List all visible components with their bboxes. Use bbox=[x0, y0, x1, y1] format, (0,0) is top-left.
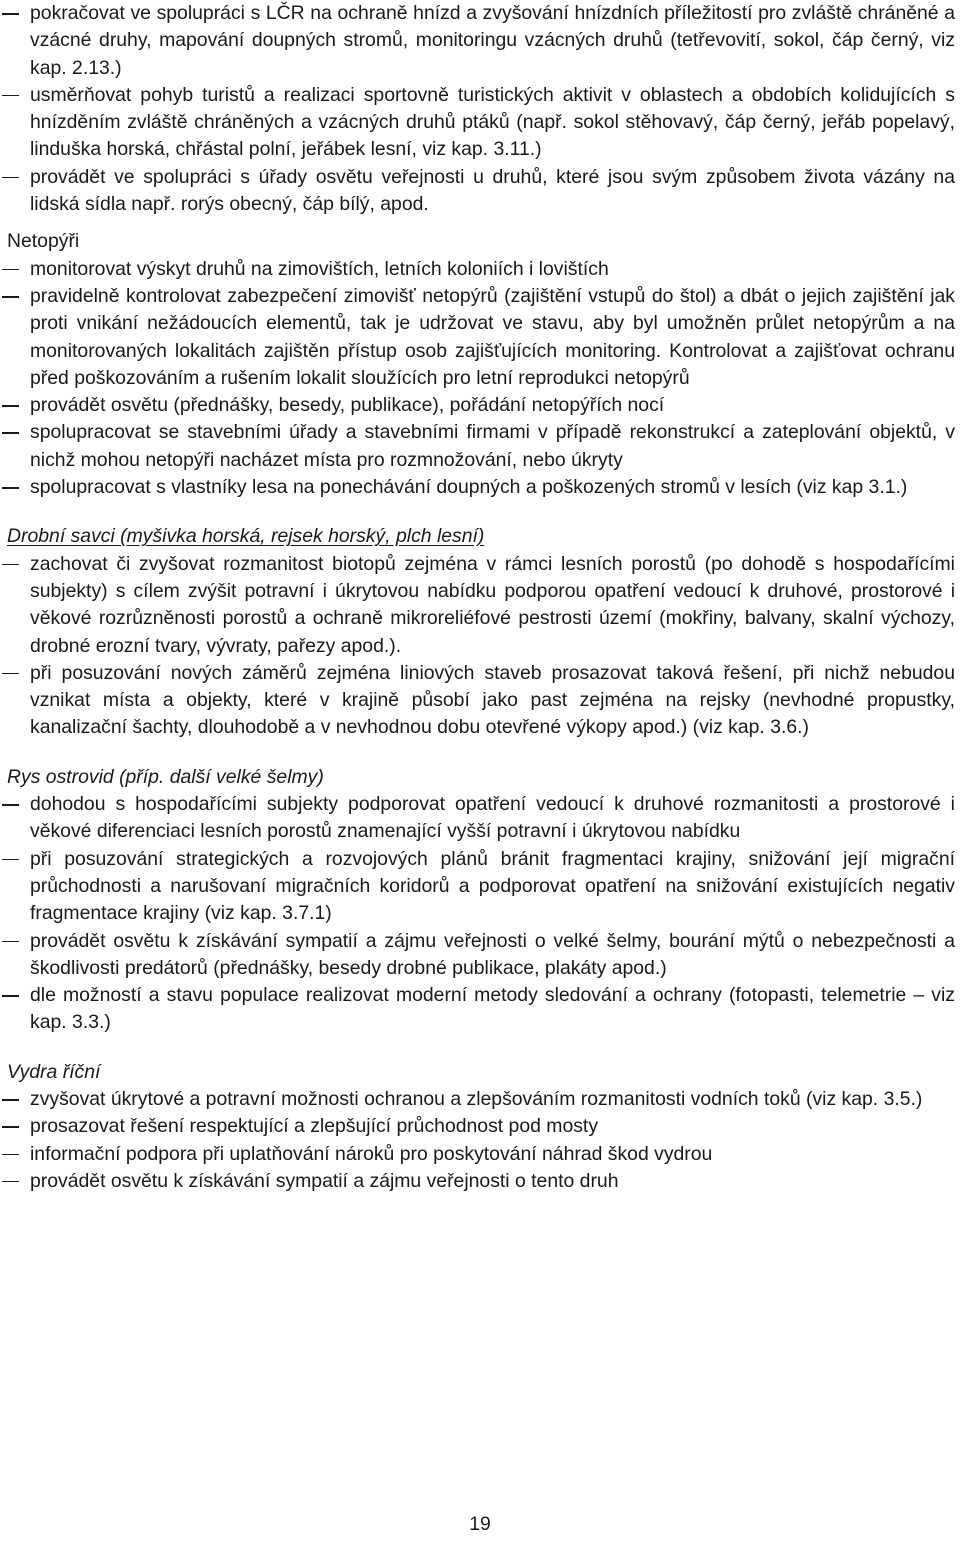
list-item-text: spolupracovat s vlastníky lesa na ponechávání doupných a poškozených stromů v lesích (viz kap 3.1.) bbox=[30, 476, 908, 499]
dash-bullet-icon bbox=[2, 859, 19, 861]
list-item-text: provádět osvětu k získávání sympatií a zájmu veřejnosti o velké šelmy, bourání mýtů o nebezpečnosti a škodlivosti predátorů (přednášky, besedy drobné publikace, plakáty apod.) bbox=[30, 929, 955, 979]
dash-bullet-icon bbox=[2, 564, 19, 566]
dash-bullet-icon bbox=[2, 432, 19, 434]
section-rys bbox=[0, 764, 955, 1037]
list-item-text: při posuzování nových záměrů zejména liniových staveb prosazovat taková řešení, při nichž nebudou vznikat místa a objekty, které v krajině působí jako past zejména na rejsky (nevhodné propustky, kanalizační šachty, dlouhodobě a v nevhodnou dobu otevřené výkopy apod.) (viz kap. 3.6.) bbox=[30, 661, 955, 739]
list-item-text: monitorovat výskyt druhů na zimovištích, letních koloniích i lovištích bbox=[30, 257, 609, 280]
section-heading: Netopýři bbox=[7, 230, 80, 253]
list-item bbox=[0, 846, 955, 928]
list-item bbox=[0, 392, 955, 419]
list-item-text: usměrňovat pohyb turistů a realizaci sportovně turistických aktivit v oblastech a obdobích kolidujících s hnízděním zvláště chráněných a vzácných druhů ptáků (např. sokol stěhovavý, čáp černý, jeřáb popelavý, linduška horská, chřástal polní, jeřábek lesní, viz kap. 3.11.) bbox=[30, 83, 955, 161]
list-item bbox=[0, 256, 955, 283]
list-item bbox=[0, 474, 955, 501]
list-item bbox=[0, 419, 955, 474]
dash-bullet-icon bbox=[2, 405, 19, 407]
section-drobni-savci bbox=[0, 523, 955, 741]
section-netopyri bbox=[0, 228, 955, 501]
list-item-text: pravidelně kontrolovat zabezpečení zimovišť netopýrů (zajištění vstupů do štol) a dbát o jejich zajištění jak proti vnikání nežádoucích elementů, tak je udržovat ve stavu, aby byl umožněn průlet netopýrům a na monitorovaných lokalitách zajištěn přístup osob zajišťujících monitoring. Kontrolovat a zajišťovat ochranu před poškozováním a rušením lokalit sloužících pro letní reprodukci netopýrů bbox=[30, 284, 955, 389]
dash-bullet-icon bbox=[2, 95, 19, 97]
dash-bullet-icon bbox=[2, 13, 19, 15]
list-item bbox=[0, 928, 955, 983]
list-item-text: zvyšovat úkrytové a potravní možnosti ochranou a zlepšováním rozmanitosti vodních toků (viz kap. 3.5.) bbox=[30, 1087, 923, 1110]
dash-bullet-icon bbox=[2, 673, 19, 675]
list-item-text: dohodou s hospodařícími subjekty podporovat opatření vedoucí k druhové rozmanitosti a prostorové i věkové diferenciaci lesních porostů znamenající vyšší potravní i úkrytovou nabídku bbox=[30, 793, 955, 843]
section-heading: Rys ostrovid (příp. další velké šelmy) bbox=[7, 765, 324, 788]
list-item bbox=[0, 1141, 955, 1168]
dash-bullet-icon bbox=[2, 177, 19, 179]
list-item bbox=[0, 0, 955, 82]
list-item bbox=[0, 660, 955, 742]
dash-bullet-icon bbox=[2, 269, 19, 271]
section-heading: Drobní savci (myšivka horská, rejsek horský, plch lesní) bbox=[7, 525, 485, 548]
list-item bbox=[0, 1168, 955, 1195]
dash-bullet-icon bbox=[2, 804, 19, 806]
dash-bullet-icon bbox=[2, 1181, 19, 1183]
page-number: 19 bbox=[469, 1513, 491, 1535]
list-item-text: informační podpora při uplatňování nároků pro poskytování náhrad škod vydrou bbox=[30, 1142, 713, 1165]
dash-bullet-icon bbox=[2, 487, 19, 489]
list-item bbox=[0, 1113, 955, 1140]
list-item bbox=[0, 551, 955, 660]
section-vydra bbox=[0, 1059, 955, 1195]
dash-bullet-icon bbox=[2, 995, 19, 997]
list-item-text: provádět ve spolupráci s úřady osvětu veřejnosti u druhů, které jsou svým způsobem života vázány na lidská sídla např. rorýs obecný, čáp bílý, apod. bbox=[30, 165, 955, 216]
dash-bullet-icon bbox=[2, 1154, 19, 1156]
list-item-text: provádět osvětu k získávání sympatií a zájmu veřejnosti o tento druh bbox=[30, 1169, 619, 1192]
list-item bbox=[0, 82, 955, 164]
list-item-text: dle možností a stavu populace realizovat moderní metody sledování a ochrany (fotopasti, telemetrie – viz kap. 3.3.) bbox=[30, 984, 955, 1034]
list-item bbox=[0, 791, 955, 846]
dash-bullet-icon bbox=[2, 1126, 19, 1128]
intro-list bbox=[0, 0, 955, 218]
list-item-text: pokračovat ve spolupráci s LČR na ochraně hnízd a zvyšování hnízdních příležitostí pro zvláště chráněné a vzácné druhy, mapování doupných stromů, monitoringu vzácných druhů (tetřevovití, sokol, čáp černý, viz kap. 2.13.) bbox=[30, 2, 955, 79]
list-item bbox=[0, 1086, 955, 1113]
list-item-text: zachovat či zvyšovat rozmanitost biotopů zejména v rámci lesních porostů (po dohodě s hospodařícími subjekty) s cílem zvýšit potravní i úkrytovou nabídku podporou opatření vedoucí k druhové, prostorové i věkové rozrůzněnosti porostů a ochraně mikroreliéfové pestrosti území (mokřiny, balvany, skalní výchozy, drobné erozní tvary, vývraty, pařezy apod.). bbox=[30, 552, 955, 657]
list-item bbox=[0, 982, 955, 1037]
list-item bbox=[0, 283, 955, 392]
list-item-text: prosazovat řešení respektující a zlepšující průchodnost pod mosty bbox=[30, 1115, 599, 1138]
section-heading: Vydra říční bbox=[7, 1060, 101, 1083]
dash-bullet-icon bbox=[2, 941, 19, 943]
dash-bullet-icon bbox=[2, 1099, 19, 1101]
list-item-text: při posuzování strategických a rozvojových plánů bránit fragmentaci krajiny, snižování její migrační průchodnosti a narušovaní migračních koridorů a podporovat opatření na snižování existujících negativ fragmentace krajiny (viz kap. 3.7.1) bbox=[30, 847, 955, 925]
list-item-text: spolupracovat se stavebními úřady a stavebními firmami v případě rekonstrukcí a zateplování objektů, v nichž mohou netopýři nacházet místa pro rozmnožování, nebo úkryty bbox=[30, 421, 955, 471]
list-item bbox=[0, 164, 955, 219]
list-item-text: provádět osvětu (přednášky, besedy, publikace), pořádání netopýřích nocí bbox=[30, 394, 665, 417]
dash-bullet-icon bbox=[2, 296, 19, 298]
